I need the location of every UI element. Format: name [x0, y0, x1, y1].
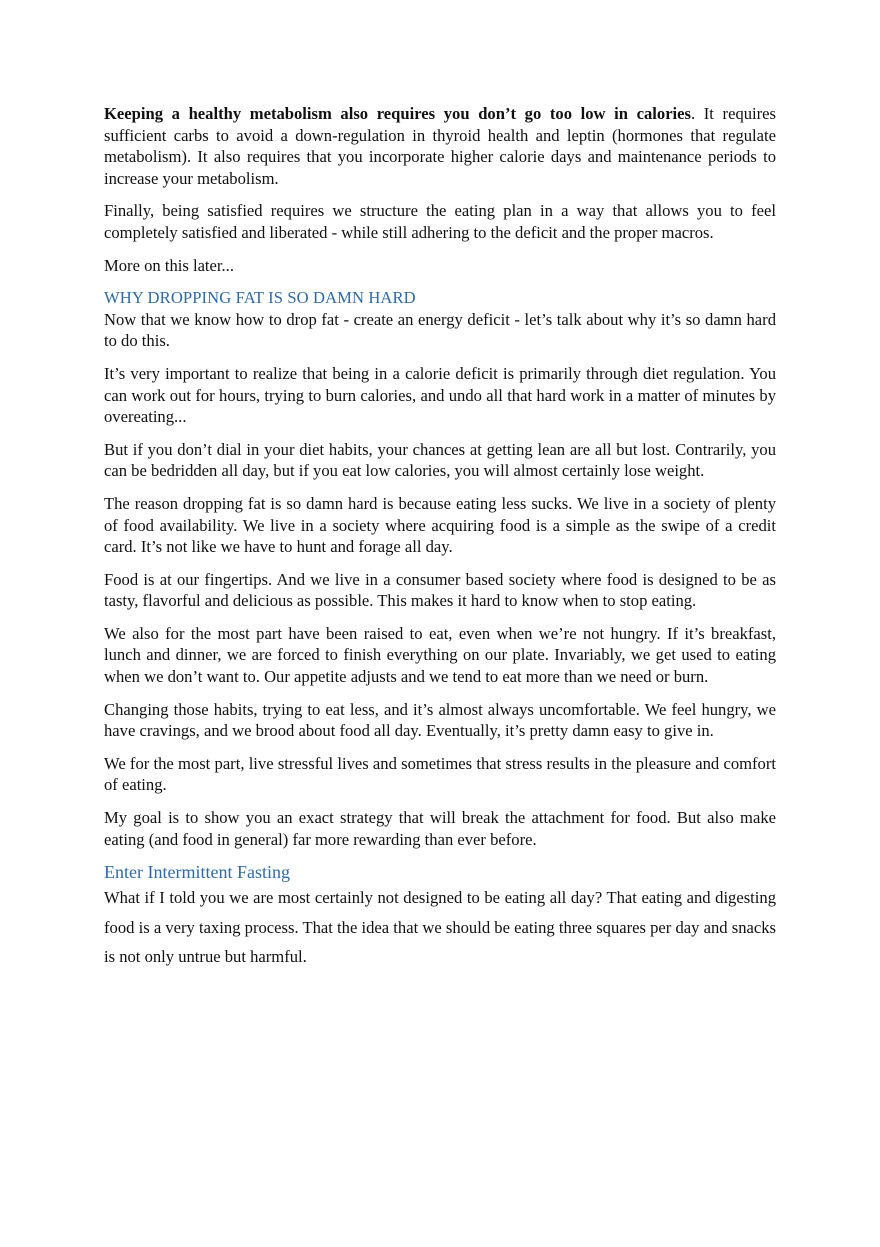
- heading-why-dropping-fat: WHY DROPPING FAT IS SO DAMN HARD: [104, 288, 416, 308]
- document-page: [104, 103, 776, 983]
- paragraph-diet-habits: But if you don’t dial in your diet habits, your chances at getting lean are all but lost. Contrarily, you can be bedridden all day, but if you eat low calories, you will almost certainly lose weight.: [104, 439, 776, 481]
- paragraph-raised-to-eat: We also for the most part have been raised to eat, even when we’re not hungry. If it’s breakfast, lunch and dinner, we are forced to finish everything on our plate. Invariably, we get used to eating when we don’t want to. Our appetite adjusts and we tend to eat more than we need or burn.: [104, 623, 776, 687]
- paragraph-very-important: It’s very important to realize that being in a calorie deficit is primarily through diet regulation. You can work out for hours, trying to burn calories, and undo all that hard work in a matter of minutes by overeating...: [104, 363, 776, 427]
- paragraph-my-goal: My goal is to show you an exact strategy that will break the attachment for food. But also make eating (and food in general) far more rewarding than ever before.: [104, 808, 776, 849]
- paragraph-now-that-we-know: Now that we know how to drop fat - create an energy deficit - let’s talk about why it’s so damn hard to do this.: [104, 309, 776, 351]
- paragraph-finally: Finally, being satisfied requires we structure the eating plan in a way that allows you to feel completely satisfied and liberated - while still adhering to the deficit and the proper macros.: [104, 201, 776, 242]
- paragraph-stressful-lives: We for the most part, live stressful lives and sometimes that stress results in the pleasure and comfort of eating.: [104, 753, 776, 795]
- paragraph-reason: The reason dropping fat is so damn hard is because eating less sucks. We live in a society of plenty of food availability. We live in a society where acquiring food is a simple as the swipe of a credit card. It’s not like we have to hunt and forage all day.: [104, 493, 776, 557]
- paragraph-food-fingertips: Food is at our fingertips. And we live in a consumer based society where food is designed to be as tasty, flavorful and delicious as possible. This makes it hard to know when to stop eating.: [104, 569, 776, 611]
- paragraph-what-if: What if I told you we are most certainly not designed to be eating all day? That eating and digesting food is a very taxing process. That the idea that we should be eating three squares per day and snacks is not only untrue but harmful.: [104, 888, 776, 967]
- paragraph-more-later: More on this later...: [104, 255, 234, 275]
- intro-bold-lead: Keeping a healthy metabolism also requires you don’t go too low in calories: [104, 104, 691, 123]
- intro-rest: . It requires sufficient carbs to avoid a down-regulation in thyroid health and leptin (hormones that regulate metabolism). It also requires that you incorporate higher calorie days and maintenance periods to increase your metabolism.: [104, 104, 776, 188]
- paragraph-intro: [104, 103, 776, 189]
- paragraph-changing-habits: Changing those habits, trying to eat less, and it’s almost always uncomfortable. We feel hungry, we have cravings, and we brood about food all day. Eventually, it’s pretty damn easy to give in.: [104, 699, 776, 741]
- heading-enter-intermittent-fasting: Enter Intermittent Fasting: [104, 862, 290, 883]
